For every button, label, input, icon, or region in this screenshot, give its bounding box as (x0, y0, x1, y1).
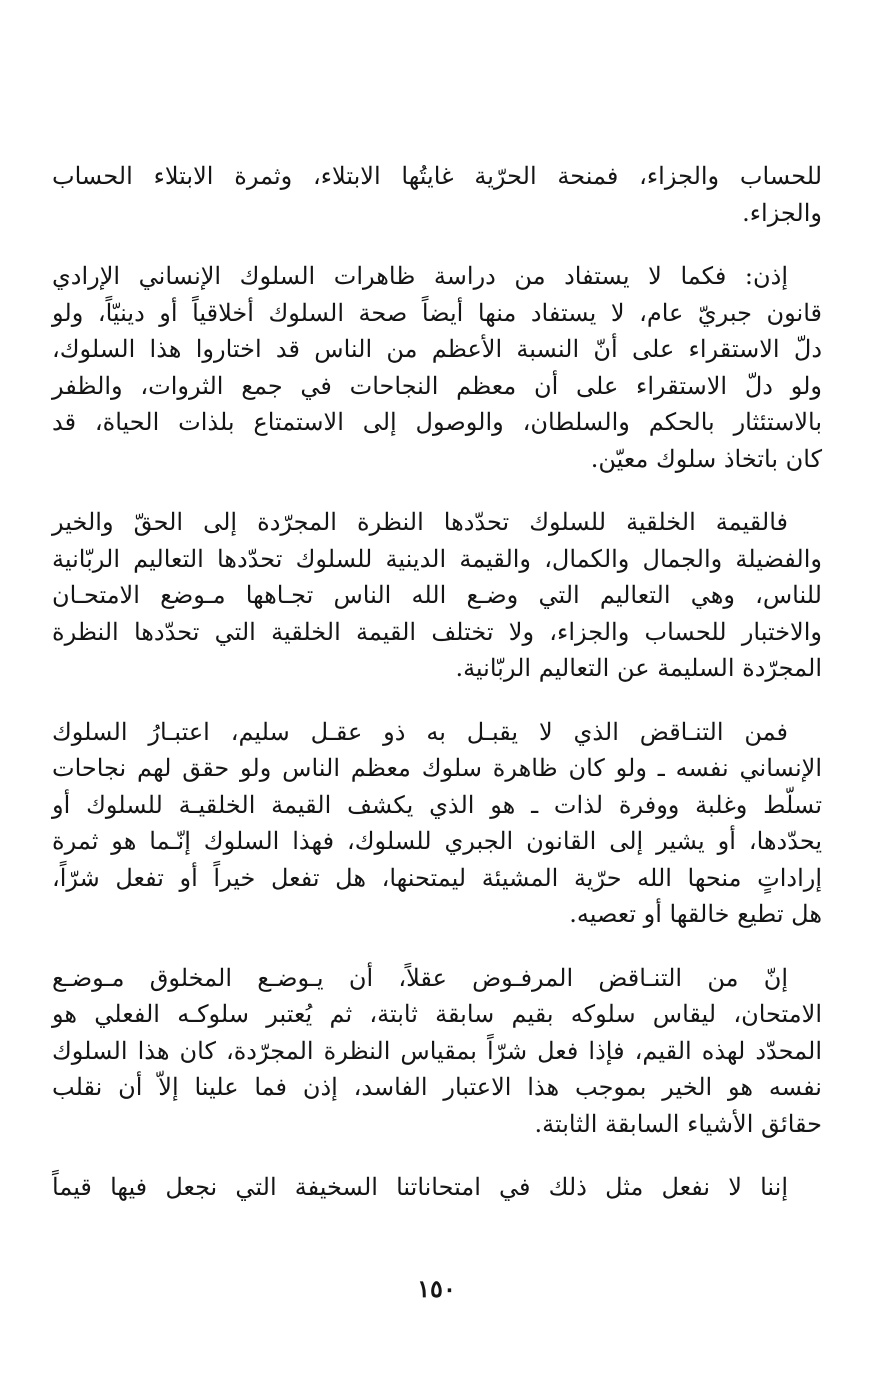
text-line: المجرّدة السليمة عن التعاليم الربّانية. (455, 654, 822, 682)
text-line: فالقيمة الخلقية للسلوك تحدّدها النظرة المجرّدة إلى الحقّ والخير (52, 508, 788, 536)
body-text (52, 158, 822, 1206)
text-line: حقائق الأشياء السابقة الثابتة. (534, 1109, 822, 1138)
text-line: إذن: فكما لا يستفاد من دراسة ظاهرات السلوك الإنساني الإرادي (52, 262, 788, 290)
paragraph-6 (52, 1169, 822, 1206)
paragraph-3 (52, 504, 822, 687)
paragraph-gap (52, 231, 822, 258)
page-number: ١٥٠ (417, 1274, 456, 1303)
text-line: هل تطيع خالقها أو تعصيه. (569, 900, 822, 928)
text-line: نفسه هو الخير بموجب هذا الاعتبار الفاسد، إذن فما علينا إلاّ أن نقلب (52, 1073, 822, 1101)
text-line: والفضيلة والجمال والكمال، والقيمة الدينية للسلوك تحدّدها التعاليم الربّانية (52, 544, 822, 573)
text-line: بالاستئثار بالحكم والسلطان، والوصول إلى الاستمتاع بلذات الحياة، قد (52, 408, 822, 436)
text-line: قانون جبريّ عام، لا يستفاد منها أيضاً صحة السلوك أخلاقياً أو دينيّاً، ولو (52, 298, 822, 327)
text-line: تسلّط وغلبة ووفرة لذات ـ هو الذي يكشف القيمة الخلقيـة للسلوك أو (52, 790, 823, 819)
paragraph-5 (52, 960, 822, 1143)
text-line: إراداتٍ منحها الله حرّية المشيئة ليمتحنها، هل تفعل خيراً أو تفعل شرّاً، (52, 863, 822, 892)
text-line: الإنساني نفسه ـ ولو كان ظاهرة سلوك معظم الناس ولو حقق لهم نجاحات (52, 754, 822, 782)
text-line: الامتحان، ليقاس سلوكه بقيم سابقة ثابتة، ثم يُعتبر سلوكـه الفعلي هو (52, 1000, 822, 1028)
text-line: كان باتخاذ سلوك معيّن. (590, 444, 822, 473)
text-line: والجزاء. (742, 198, 822, 227)
paragraph-1 (52, 158, 822, 231)
text-line: يحدّدها، أو يشير إلى القانون الجبري للسلوك، فهذا السلوك إنّـما هو ثمرة (52, 827, 822, 855)
paragraph-4 (52, 714, 822, 933)
paragraph-2 (52, 258, 822, 477)
text-line: للحساب والجزاء، فمنحة الحرّية غايتُها الابتلاء، وثمرة الابتلاء الحساب (52, 162, 822, 190)
paragraph-gap (52, 687, 822, 714)
text-line: فمن التنـاقض الذي لا يقبـل به ذو عقـل سليم، اعتبـارُ السلوك (52, 717, 788, 746)
text-line: للناس، وهي التعاليم التي وضـع الله الناس تجـاهها مـوضع الامتحـان (52, 581, 822, 609)
text-line: والاختبار للحساب والجزاء، ولا تختلف القيمة الخلقية التي تحدّدها النظرة (52, 617, 822, 646)
paragraph-gap (52, 1142, 822, 1169)
text-line: ولو دلّ الاستقراء على أن معظم النجاحات في جمع الثروات، والظفر (52, 371, 822, 400)
paragraph-gap (52, 933, 822, 960)
text-line: المحدّد لهذه القيم، فإذا فعل شرّاً بمقياس النظرة المجرّدة، كان هذا السلوك (52, 1036, 822, 1065)
text-line: إننا لا نفعل مثل ذلك في امتحاناتنا السخيفة التي نجعل فيها قيماً (52, 1173, 788, 1201)
text-line: إنّ من التنـاقض المرفـوض عقلاً، أن يـوضـع المخلوق مـوضـع (52, 963, 788, 992)
paragraph-gap (52, 477, 822, 504)
text-line: دلّ الاستقراء على أنّ النسبة الأعظم من الناس قد اختاروا هذا السلوك، (52, 335, 823, 363)
